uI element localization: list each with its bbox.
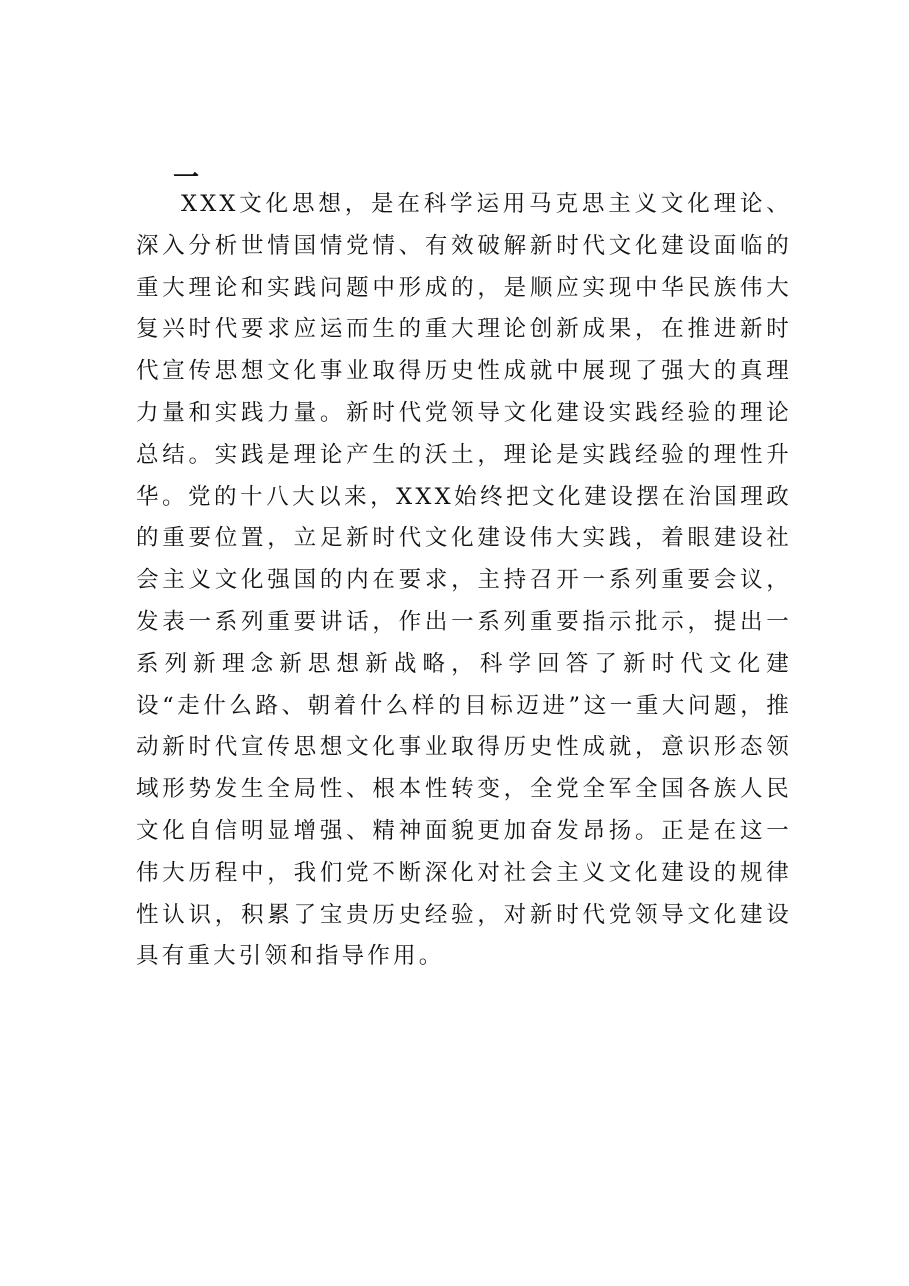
section-heading: 一 bbox=[173, 163, 200, 193]
body-paragraph: XXX文化思想，是在科学运用马克思主义文化理论、深入分析世情国情党情、有效破解新时代文化建设面临的重大理论和实践问题中形成的，是顺应实现中华民族伟大复兴时代要求应运而生的重大理论创新成果，在推进新时代宣传思想文化事业取得历史性成就中展现了强大的真理力量和实践力量。新时代党领导文化建设实践经验的理论总结。实践是理论产生的沃土，理论是实践经验的理性升华。党的十八大以来，XXX始终把文化建设摆在治国理政的重要位置，立足新时代文化建设伟大实践，着眼建设社会主义文化强国的内在要求，主持召开一系列重要会议，发表一系列重要讲话，作出一系列重要指示批示，提出一系列新理念新思想新战略，科学回答了新时代文化建设“走什么路、朝着什么样的目标迈进”这一重大问题，推动新时代宣传思想文化事业取得历史性成就，意识形态领域形势发生全局性、根本性转变，全党全军全国各族人民文化自信明显增强、精神面貌更加奋发昂扬。正是在这一伟大历程中，我们党不断深化对社会主义文化建设的规律性认识，积累了宝贵历史经验，对新时代党领导文化建设具有重大引领和指导作用。 bbox=[136, 191, 792, 970]
